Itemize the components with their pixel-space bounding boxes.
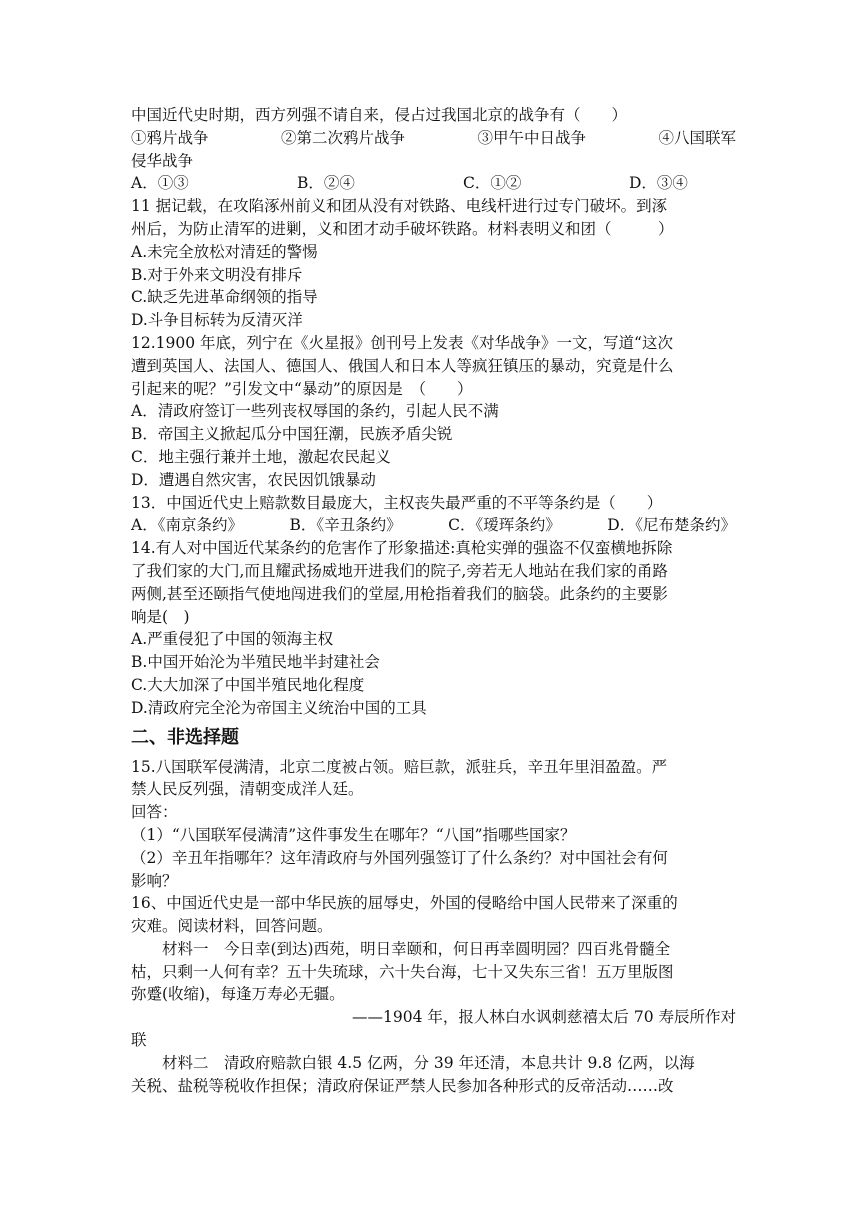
q14-option-c: C.大大加深了中国半殖民地化程度 [131,675,365,694]
q13-options [131,514,736,537]
q15-line-3: 回答： [131,803,178,822]
q10-items-continued: 侵华战争 [131,151,194,170]
q15-line-2: 禁人民反列强，清朝变成洋人廷。 [131,780,364,799]
q10-item-1: ①鸦片战争 [131,128,209,147]
q11-option-a: A.未完全放松对清廷的警惕 [131,242,318,261]
q16-line-1: 16、中国近代史是一部中华民族的屈辱史，外国的侵略给中国人民带来了深重的 [131,894,678,913]
q10-item-3: ③甲午中日战争 [477,128,586,147]
q16-material-1-source-cont: 联 [131,1031,147,1050]
q15-line-6: 影响？ [131,871,178,890]
q11-stem-line-2: 州后，为防止清军的进剿，义和团才动手破坏铁路。材料表明义和团（ ） [131,219,674,238]
q15-line-1: 15.八国联军侵满清，北京二度被占领。赔巨款，派驻兵，辛丑年里泪盈盈。严 [131,757,668,776]
q12-option-c: C．地主强行兼并土地，激起农民起义 [131,447,391,466]
q14-stem-line-4: 响是( ) [131,607,190,626]
q13-option-c: C．《瑷珲条约》 [448,516,561,535]
q16-material-1-line-1: 材料一 今日幸(到达)西苑，明日幸颐和，何日再幸圆明园？四百兆骨髓全 [162,939,671,958]
q11-option-c: C.缺乏先进革命纲领的指导 [131,288,318,307]
q13-option-d: D．《尼布楚条约》 [607,516,736,535]
q12-option-b: B．帝国主义掀起瓜分中国狂潮，民族矛盾尖锐 [131,425,453,444]
q12-option-a: A．清政府签订一些列丧权辱国的条约，引起人民不满 [131,402,499,421]
section-2-heading: 二、非选择题 [131,726,239,748]
q10-option-d: D．③④ [629,174,688,193]
q12-option-d: D．遭遇自然灾害，农民因饥饿暴动 [131,470,376,489]
q13-option-a: A．《南京条约》 [131,516,243,535]
q13-stem: 13．中国近代史上赔款数目最庞大，主权丧失最严重的不平等条约是（ ） [131,493,663,512]
q11-option-b: B.对于外来文明没有排斥 [131,265,303,284]
q10-option-a: A．①③ [131,174,189,193]
q15-line-4: （1）“八国联军侵满清”这件事发生在哪年？“八国”指哪些国家？ [131,825,576,844]
q16-material-2-line-2: 关税、盐税等税收作担保；清政府保证严禁人民参加各种形式的反帝活动……改 [131,1076,674,1095]
q14-option-b: B.中国开始沦为半殖民地半封建社会 [131,653,380,672]
q16-material-1-source: ——1904 年，报人林白水讽刺慈禧太后 70 寿辰所作对 [352,1008,736,1027]
q11-option-d: D.斗争目标转为反清灭洋 [131,311,303,330]
q10-options [131,172,736,195]
q14-option-a: A.严重侵犯了中国的领海主权 [131,630,334,649]
q14-stem-line-3: 两侧,甚至还颐指气使地闯进我们的堂屋,用枪指着我们的脑袋。此条约的主要影 [131,584,668,603]
q16-line-2: 灾难。阅读材料，回答问题。 [131,917,333,936]
q14-option-d: D.清政府完全沦为帝国主义统治中国的工具 [131,698,427,717]
q10-option-b: B．②④ [297,174,355,193]
q12-stem-line-1: 12.1900 年底，列宁在《火星报》创刊号上发表《对华战争》一文，写道“这次 [131,333,673,352]
q15-line-5: （2）辛丑年指哪年？这年清政府与外国列强签订了什么条约？对中国社会有何 [131,848,668,867]
q10-item-2: ②第二次鸦片战争 [280,128,405,147]
q16-material-1-line-2: 枯，只剩一人何有幸？五十失琉球，六十失台海，七十又失东三省！五万里版图 [131,962,674,981]
q16-material-1-line-3: 弥蹙(收缩)，每逢万寿必无疆。 [131,985,345,1004]
q12-stem-line-2: 遭到英国人、法国人、德国人、俄国人和日本人等疯狂镇压的暴动，究竟是什么 [131,356,674,375]
q14-stem-line-1: 14.有人对中国近代某条约的危害作了形象描述:真枪实弹的强盗不仅蛮横地拆除 [131,539,673,558]
q12-stem-line-3: 引起来的呢？”引发文中“暴动”的原因是 （ ） [131,379,473,398]
q10-stem: 中国近代史时期，西方列强不请自来，侵占过我国北京的战争有（ ） [131,106,628,124]
q13-option-b: B．《辛丑条约》 [289,516,402,535]
q16-material-2-line-1: 材料二 清政府赔款白银 4.5 亿两，分 39 年还清，本息共计 9.8 亿两，以海 [162,1053,695,1072]
q10-option-c: C．①② [463,174,522,193]
q11-stem-line-1: 11 据记载，在攻陷涿州前义和团从没有对铁路、电线杆进行过专门破坏。到涿 [131,197,668,216]
q10-items [131,127,736,150]
q10-item-4: ④八国联军 [658,128,736,147]
q14-stem-line-2: 了我们家的大门,而且耀武扬威地开进我们的院子,旁若无人地站在我们家的甬路 [131,561,668,580]
